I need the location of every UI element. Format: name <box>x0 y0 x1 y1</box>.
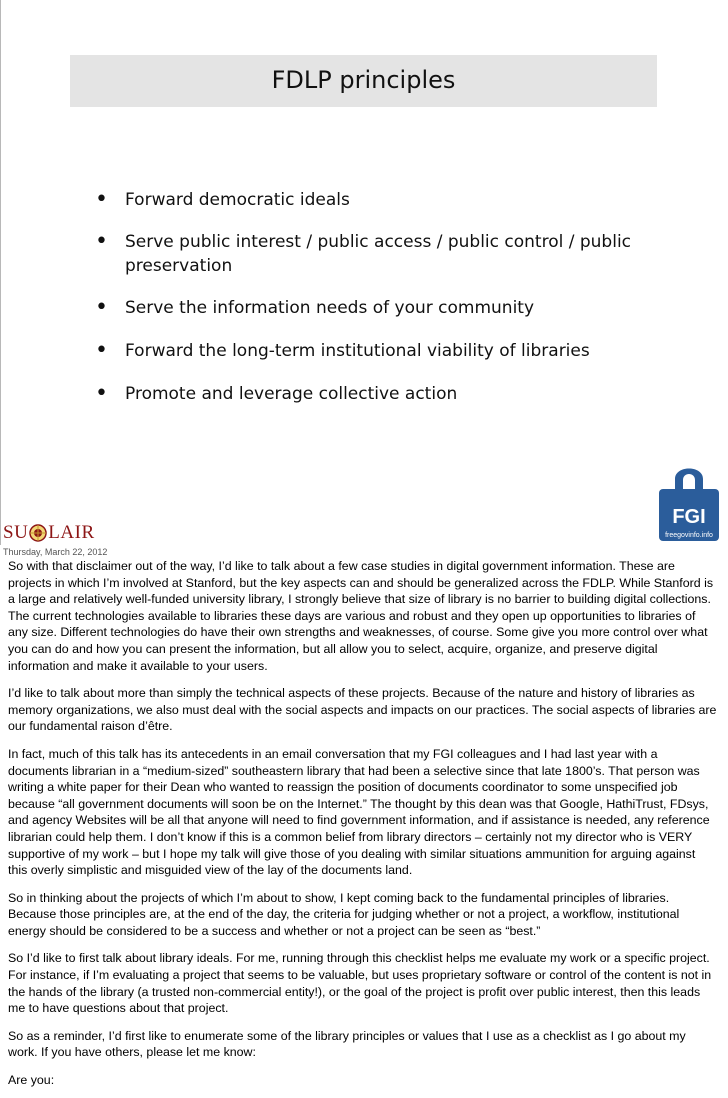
bullet-dot-icon: • <box>95 229 108 254</box>
fgi-logo-url: freegovinfo.info <box>665 532 713 539</box>
notes-paragraph: So in thinking about the projects of which I’m about to show, I kept coming back to the fundamental principles of libraries. Because those principles are, at the end of the day, the criteria for judging whether or not a project, a workflow, institutional energy should be considered to be a success and whether or not a project can be seen as “best.” <box>8 890 680 938</box>
notes-paragraph: In fact, much of this talk has its antecedents in an email conversation that my FGI colleagues and I had last year with a documents librarian in a “medium-sized” southeastern library that had been a selective since that late 1800’s. That person was writing a white paper for their Dean who wanted to reassign the position of documents coordinator to some unspecified job because “all government documents will soon be on the Internet.” The thought by this dean was that Google, HathiTrust, FDsys, and agency Websites will be all that anyone will need to find government information, and if assistance is needed, any reference librarian could help them. I don’t know if this is a common belief from library directors – certainly not my director who is VERY supportive of my work – but I hope my talk will give those of you dealing with similar situations ammunition for arguing against this overly simplistic and misguided view of the lay of the documents land. <box>8 746 710 878</box>
sulair-logo: SU LAIR <box>3 522 95 543</box>
bullet-dot-icon: • <box>95 295 108 320</box>
bullet-item: • Forward the long-term institutional viability of libraries <box>95 338 590 363</box>
notes-paragraph: So as a reminder, I’d first like to enumerate some of the library principles or values that I use as a checklist as I go about my work. If you have others, please let me know: <box>8 1028 686 1060</box>
bullet-dot-icon: • <box>95 187 108 212</box>
fgi-logo-text: FGI <box>672 506 706 528</box>
bullet-item: • Serve the information needs of your community <box>95 295 535 320</box>
notes-paragraph: So with that disclaimer out of the way, I’d like to talk about a few case studies in digital government information. These are projects in which I’m involved at Stanford, but the key aspects can and should be generalized across the FDLP. While Stanford is a large and relatively well-funded university library, I strongly believe that size of library is no barrier to building digital collections. The current technologies available to libraries these days are various and robust and they open up opportunities to libraries of any size. Different technologies do have their own strengths and weaknesses, of course. Some give you more control over what you can do and how you can present the information, but all allow you to select, acquire, organize, and preserve digital information and make it available to your users. <box>8 559 714 673</box>
bullet-item: • Forward democratic ideals <box>95 187 350 212</box>
slide-title-bar <box>70 55 657 107</box>
bullet-dot-icon: • <box>95 381 108 406</box>
notes-paragraph: So I’d like to first talk about library ideals. For me, running through this checklist helps me evaluate my work or a specific project. For instance, if I’m evaluating a project that seems to be valuable, but uses proprietary software or control of the content is not in the hands of the library (a trusted non-commercial entity!), or the goal of the project is profit over public interest, then this leads me to have questions about that project. <box>8 951 712 1016</box>
slide <box>0 0 728 545</box>
speaker-notes <box>8 558 718 1089</box>
bullet-item: • Serve public interest / public access / public control / public preservation <box>95 229 632 276</box>
date-stamp: Thursday, March 22, 2012 <box>3 547 108 557</box>
bullet-dot-icon: • <box>95 338 108 363</box>
notes-paragraph: I’d like to talk about more than simply the technical aspects of these projects. Because of the nature and history of libraries as memory organizations, we also must deal with the social aspects and impacts on our practices. The social aspects of libraries are our fundamental raison d’être. <box>8 686 717 734</box>
fgi-logo <box>653 459 725 543</box>
sulair-seal-icon <box>29 524 47 542</box>
notes-paragraph: Are you: <box>8 1073 55 1088</box>
slide-title: FDLP principles <box>271 66 456 94</box>
bullet-item: • Promote and leverage collective action <box>95 381 458 406</box>
